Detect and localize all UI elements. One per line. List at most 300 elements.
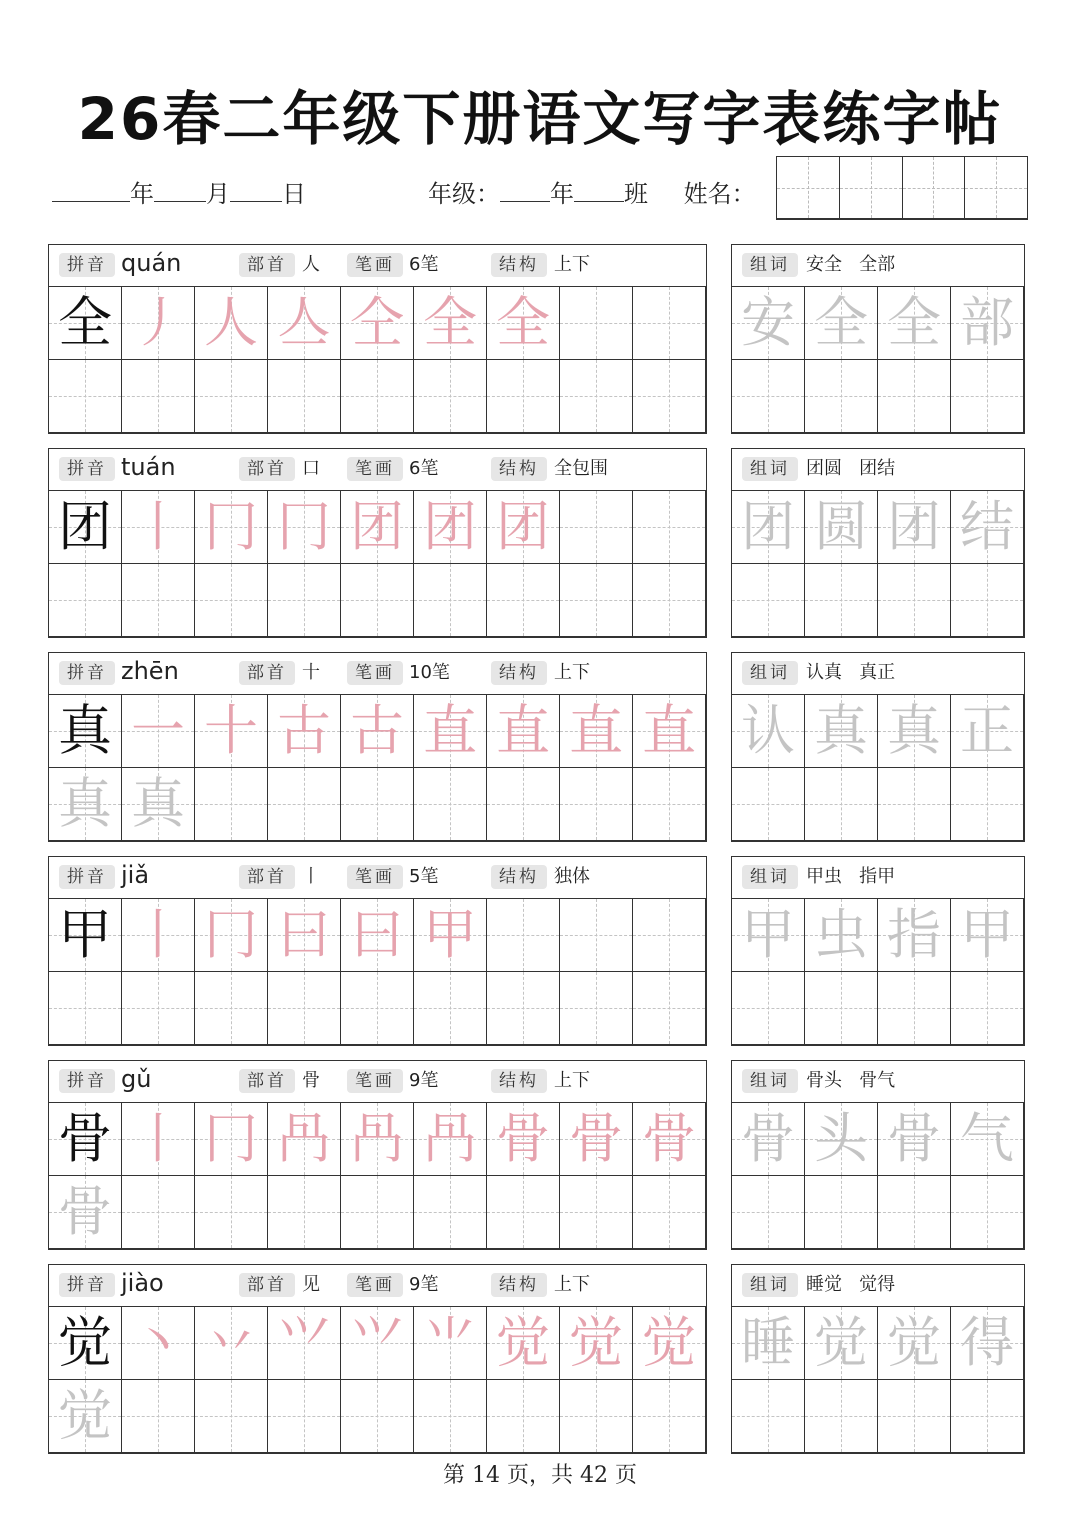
grid-cell[interactable] [560, 564, 633, 637]
grid-cell[interactable] [732, 1380, 805, 1453]
word-char: 真 [814, 699, 868, 762]
grid-cell[interactable] [633, 1103, 706, 1176]
stroke-step: 直 [423, 699, 477, 762]
strokes-label: 笔画 [347, 1069, 403, 1093]
grid-cell[interactable] [560, 287, 633, 360]
stroke-step: 团 [423, 495, 477, 558]
stroke-step: 丶 [131, 1311, 185, 1374]
word-header [732, 653, 1024, 695]
grid-cell[interactable] [560, 491, 633, 564]
stroke-step: 全 [423, 291, 477, 354]
stroke-step: 十 [204, 699, 258, 762]
pinyin-value: gǔ [121, 1065, 152, 1093]
grid-cell[interactable] [878, 1307, 951, 1380]
stroke-step: 直 [569, 699, 623, 762]
structure-label: 结构 [491, 1273, 547, 1297]
stroke-step: 冂 [204, 903, 258, 966]
words-label: 组词 [742, 865, 798, 889]
name-box[interactable] [776, 156, 1028, 220]
stroke-step: 团 [496, 495, 550, 558]
radical-label: 部首 [239, 661, 295, 685]
grid-cell[interactable] [732, 695, 805, 768]
grid-cell[interactable] [951, 695, 1024, 768]
strokes-value: 6笔 [409, 254, 439, 275]
grid-cell[interactable] [195, 564, 268, 637]
grid-cell[interactable] [805, 1380, 878, 1453]
grid-cell[interactable] [341, 360, 414, 433]
word-char: 甲 [960, 903, 1014, 966]
grid-cell[interactable] [49, 972, 122, 1045]
grid-cell[interactable] [805, 768, 878, 841]
word-header [732, 1265, 1024, 1307]
strokes-label: 笔画 [347, 253, 403, 277]
pinyin-value: quán [121, 249, 182, 277]
grid-cell[interactable] [560, 1103, 633, 1176]
words-label: 组词 [742, 1273, 798, 1297]
day-blank[interactable] [230, 181, 282, 202]
grid-cell[interactable] [268, 287, 341, 360]
grade-blank[interactable] [500, 181, 550, 202]
stroke-step: 冎 [277, 1107, 331, 1170]
strokes-label: 笔画 [347, 457, 403, 481]
grid-cell[interactable] [487, 768, 560, 841]
structure-value: 上下 [554, 1274, 590, 1295]
radical-value: 十 [302, 662, 320, 683]
word-char: 头 [814, 1107, 868, 1170]
grid-cell[interactable] [414, 491, 487, 564]
grid-cell[interactable] [195, 1380, 268, 1453]
grid-cell[interactable] [49, 1307, 122, 1380]
grid-cell[interactable] [195, 1176, 268, 1249]
grid-cell[interactable] [414, 695, 487, 768]
grid-cell[interactable] [414, 1307, 487, 1380]
word-char: 真 [887, 699, 941, 762]
grid-cell[interactable] [633, 491, 706, 564]
stroke-step: 冂 [204, 1107, 258, 1170]
word-char: 全 [814, 291, 868, 354]
word-char: 正 [960, 699, 1014, 762]
grid-cell[interactable] [878, 360, 951, 433]
grid-cell[interactable] [49, 360, 122, 433]
practice-grid [49, 899, 706, 1045]
grid-cell[interactable] [633, 287, 706, 360]
grid-cell[interactable] [732, 1307, 805, 1380]
grid-cell[interactable] [878, 1380, 951, 1453]
grid-cell[interactable] [560, 695, 633, 768]
grid-cell[interactable] [122, 1176, 195, 1249]
word-char: 团 [741, 495, 795, 558]
grid-cell[interactable] [195, 287, 268, 360]
stroke-step: ⺍ [277, 1311, 331, 1374]
grid-cell[interactable] [951, 1176, 1024, 1249]
grid-cell[interactable] [878, 287, 951, 360]
grid-cell[interactable] [49, 1103, 122, 1176]
grid-cell[interactable] [49, 768, 122, 841]
grid-cell[interactable] [805, 360, 878, 433]
grid-cell[interactable] [487, 1380, 560, 1453]
grid-cell[interactable] [560, 768, 633, 841]
grid-cell[interactable] [122, 972, 195, 1045]
grid-cell[interactable] [268, 1380, 341, 1453]
trace-char: 觉 [58, 1384, 112, 1447]
grid-cell[interactable] [122, 1103, 195, 1176]
grid-cell[interactable] [487, 695, 560, 768]
grid-cell[interactable] [414, 1176, 487, 1249]
grid-cell[interactable] [122, 1307, 195, 1380]
word-char: 认 [741, 699, 795, 762]
stroke-step: 丨 [131, 903, 185, 966]
word-char: 部 [960, 291, 1014, 354]
grid-cell[interactable] [560, 1176, 633, 1249]
grid-cell[interactable] [633, 564, 706, 637]
grid-cell[interactable] [878, 695, 951, 768]
grid-cell[interactable] [49, 287, 122, 360]
grid-cell[interactable] [49, 899, 122, 972]
grid-cell[interactable] [487, 360, 560, 433]
structure-value: 独体 [554, 866, 590, 887]
char-info-header [49, 245, 706, 287]
grid-cell[interactable] [195, 695, 268, 768]
class-blank[interactable] [574, 181, 624, 202]
grid-cell[interactable] [49, 1176, 122, 1249]
grid-cell[interactable] [414, 360, 487, 433]
grid-cell[interactable] [951, 564, 1024, 637]
grid-cell[interactable] [878, 491, 951, 564]
grid-cell[interactable] [805, 1176, 878, 1249]
grid-cell[interactable] [805, 491, 878, 564]
grid-cell[interactable] [268, 695, 341, 768]
grid-cell[interactable] [487, 972, 560, 1045]
stroke-step: ⺌ [423, 1311, 477, 1374]
grid-cell[interactable] [414, 1103, 487, 1176]
grid-cell[interactable] [268, 1176, 341, 1249]
stroke-step: 骨 [496, 1107, 550, 1170]
grid-cell[interactable] [732, 564, 805, 637]
stroke-step: 直 [642, 699, 696, 762]
grid-cell[interactable] [951, 768, 1024, 841]
pinyin-label: 拼音 [59, 1273, 115, 1297]
grid-cell[interactable] [414, 972, 487, 1045]
pinyin-label: 拼音 [59, 1069, 115, 1093]
pinyin-value: jiào [121, 1269, 164, 1297]
stroke-step: 觉 [569, 1311, 623, 1374]
grid-cell[interactable] [633, 972, 706, 1045]
radical-label: 部首 [239, 253, 295, 277]
structure-label: 结构 [491, 661, 547, 685]
grid-cell[interactable] [341, 972, 414, 1045]
char-info-header [49, 857, 706, 899]
strokes-value: 5笔 [409, 866, 439, 887]
stroke-step: 觉 [642, 1311, 696, 1374]
stroke-step: 冎 [350, 1107, 404, 1170]
stroke-step: 丨 [131, 495, 185, 558]
word-char: 觉 [887, 1311, 941, 1374]
grid-cell[interactable] [951, 1307, 1024, 1380]
words-value: 认真 真正 [806, 662, 896, 683]
grid-cell[interactable] [805, 972, 878, 1045]
pinyin-label: 拼音 [59, 457, 115, 481]
grid-cell[interactable] [122, 287, 195, 360]
grid-cell[interactable] [341, 695, 414, 768]
grid-cell[interactable] [732, 1176, 805, 1249]
grid-cell[interactable] [805, 899, 878, 972]
stroke-step: 骨 [642, 1107, 696, 1170]
grid-cell[interactable] [195, 1307, 268, 1380]
grid-cell[interactable] [268, 360, 341, 433]
practice-grid [49, 1103, 706, 1249]
structure-label: 结构 [491, 865, 547, 889]
model-char: 团 [58, 495, 112, 558]
grid-cell[interactable] [195, 768, 268, 841]
grid-cell[interactable] [805, 564, 878, 637]
grid-cell[interactable] [732, 972, 805, 1045]
word-grid [732, 695, 1024, 841]
pinyin-label: 拼音 [59, 661, 115, 685]
grid-cell[interactable] [633, 899, 706, 972]
words-label: 组词 [742, 457, 798, 481]
word-practice-panel [731, 244, 1025, 434]
word-char: 虫 [814, 903, 868, 966]
stroke-step: 冎 [423, 1107, 477, 1170]
grid-cell[interactable] [878, 899, 951, 972]
grid-cell[interactable] [49, 1380, 122, 1453]
grid-cell[interactable] [487, 491, 560, 564]
grid-cell[interactable] [487, 1307, 560, 1380]
word-header [732, 245, 1024, 287]
grid-cell[interactable] [414, 1380, 487, 1453]
month-label: 月 [206, 180, 230, 208]
grid-cell[interactable] [560, 1307, 633, 1380]
grid-cell[interactable] [195, 1103, 268, 1176]
grid-cell[interactable] [487, 287, 560, 360]
word-char: 睡 [741, 1311, 795, 1374]
grid-cell[interactable] [341, 1307, 414, 1380]
grid-cell[interactable] [49, 695, 122, 768]
word-char: 骨 [887, 1107, 941, 1170]
grid-cell[interactable] [560, 1380, 633, 1453]
words-label: 组词 [742, 661, 798, 685]
grid-cell[interactable] [878, 1103, 951, 1176]
grid-cell[interactable] [732, 287, 805, 360]
grid-cell[interactable] [122, 899, 195, 972]
grid-cell[interactable] [122, 1380, 195, 1453]
grade-label: 年级： [428, 180, 500, 208]
grid-cell[interactable] [732, 360, 805, 433]
grid-cell[interactable] [878, 1176, 951, 1249]
practice-grid [49, 1307, 706, 1453]
grid-cell[interactable] [487, 564, 560, 637]
grid-cell[interactable] [341, 564, 414, 637]
grid-cell[interactable] [878, 564, 951, 637]
pinyin-value: jiǎ [121, 861, 150, 889]
word-grid [732, 1307, 1024, 1453]
grid-cell[interactable] [487, 899, 560, 972]
stroke-step: 骨 [569, 1107, 623, 1170]
radical-value: 骨 [302, 1070, 320, 1091]
grid-cell[interactable] [341, 1380, 414, 1453]
word-practice-panel [731, 1264, 1025, 1454]
grid-cell[interactable] [341, 491, 414, 564]
grid-cell[interactable] [805, 1103, 878, 1176]
grid-cell[interactable] [122, 768, 195, 841]
stroke-step: 直 [496, 699, 550, 762]
radical-value: 人 [302, 254, 320, 275]
grid-cell[interactable] [805, 1307, 878, 1380]
model-char: 甲 [58, 903, 112, 966]
structure-label: 结构 [491, 457, 547, 481]
grid-cell[interactable] [487, 1176, 560, 1249]
grid-cell[interactable] [341, 768, 414, 841]
grade-year-label: 年 [550, 180, 574, 208]
words-value: 团圆 团结 [806, 458, 896, 479]
pinyin-label: 拼音 [59, 865, 115, 889]
stroke-step: 人 [204, 291, 258, 354]
grid-cell[interactable] [195, 360, 268, 433]
strokes-label: 笔画 [347, 1273, 403, 1297]
strokes-label: 笔画 [347, 865, 403, 889]
grid-cell[interactable] [341, 287, 414, 360]
char-info-header [49, 1265, 706, 1307]
grid-cell[interactable] [951, 972, 1024, 1045]
grid-cell[interactable] [487, 1103, 560, 1176]
pinyin-label: 拼音 [59, 253, 115, 277]
word-practice-panel [731, 448, 1025, 638]
word-header [732, 1061, 1024, 1103]
grid-cell[interactable] [414, 287, 487, 360]
char-practice-panel [48, 856, 707, 1046]
word-char: 得 [960, 1311, 1014, 1374]
name-label: 姓名： [683, 180, 756, 208]
grid-cell[interactable] [633, 360, 706, 433]
year-label: 年 [130, 180, 154, 208]
grid-cell[interactable] [268, 972, 341, 1045]
radical-value: 见 [302, 1274, 320, 1295]
char-practice-panel [48, 652, 707, 842]
char-practice-panel [48, 1264, 707, 1454]
grid-cell[interactable] [268, 899, 341, 972]
char-info-header [49, 1061, 706, 1103]
grid-cell[interactable] [633, 1176, 706, 1249]
grid-cell[interactable] [951, 287, 1024, 360]
grid-cell[interactable] [732, 768, 805, 841]
grid-cell[interactable] [414, 768, 487, 841]
strokes-value: 6笔 [409, 458, 439, 479]
char-practice-panel [48, 448, 707, 638]
grid-cell[interactable] [49, 491, 122, 564]
word-char: 指 [887, 903, 941, 966]
grid-cell[interactable] [878, 768, 951, 841]
day-label: 日 [282, 180, 306, 208]
grid-cell[interactable] [122, 564, 195, 637]
word-char: 圆 [814, 495, 868, 558]
structure-value: 全包围 [554, 458, 608, 479]
year-blank[interactable] [52, 181, 130, 202]
radical-label: 部首 [239, 1273, 295, 1297]
stroke-step: 觉 [496, 1311, 550, 1374]
grid-cell[interactable] [951, 360, 1024, 433]
grid-cell[interactable] [341, 1103, 414, 1176]
grid-cell[interactable] [633, 768, 706, 841]
grid-cell[interactable] [560, 899, 633, 972]
grid-cell[interactable] [341, 899, 414, 972]
grid-cell[interactable] [195, 899, 268, 972]
grid-cell[interactable] [268, 1103, 341, 1176]
grid-cell[interactable] [633, 695, 706, 768]
practice-grid [49, 491, 706, 637]
grid-cell[interactable] [122, 695, 195, 768]
grid-cell[interactable] [122, 491, 195, 564]
grid-cell[interactable] [633, 1307, 706, 1380]
stroke-step: 古 [277, 699, 331, 762]
page-footer: 第 14 页，共 42 页 [443, 1463, 637, 1488]
words-value: 甲虫 指甲 [806, 866, 896, 887]
practice-grid [49, 695, 706, 841]
structure-value: 上下 [554, 662, 590, 683]
word-char: 气 [960, 1107, 1014, 1170]
grid-cell[interactable] [268, 564, 341, 637]
model-char: 觉 [58, 1311, 112, 1374]
grid-cell[interactable] [951, 1380, 1024, 1453]
words-value: 睡觉 觉得 [806, 1274, 896, 1295]
pinyin-value: zhēn [121, 657, 179, 685]
word-char: 安 [741, 291, 795, 354]
stroke-step: 全 [496, 291, 550, 354]
grid-cell[interactable] [951, 899, 1024, 972]
words-value: 骨头 骨气 [806, 1070, 896, 1091]
word-char: 团 [887, 495, 941, 558]
grid-cell[interactable] [951, 1103, 1024, 1176]
grid-cell[interactable] [414, 899, 487, 972]
grid-cell[interactable] [122, 360, 195, 433]
strokes-value: 9笔 [409, 1070, 439, 1091]
word-grid [732, 899, 1024, 1045]
grid-cell[interactable] [560, 972, 633, 1045]
grid-cell[interactable] [732, 1103, 805, 1176]
date-line [52, 174, 306, 209]
grid-cell[interactable] [633, 1380, 706, 1453]
grid-cell[interactable] [951, 491, 1024, 564]
model-char: 骨 [58, 1107, 112, 1170]
word-char: 结 [960, 495, 1014, 558]
class-label: 班 [624, 180, 648, 208]
char-info-header [49, 449, 706, 491]
words-label: 组词 [742, 1069, 798, 1093]
grid-cell[interactable] [195, 972, 268, 1045]
grid-cell[interactable] [805, 695, 878, 768]
grid-cell[interactable] [878, 972, 951, 1045]
stroke-step: 冂 [204, 495, 258, 558]
grid-cell[interactable] [49, 564, 122, 637]
month-blank[interactable] [154, 181, 206, 202]
grid-cell[interactable] [732, 491, 805, 564]
grid-cell[interactable] [341, 1176, 414, 1249]
grade-line [428, 174, 756, 209]
word-grid [732, 1103, 1024, 1249]
grid-cell[interactable] [732, 899, 805, 972]
grid-cell[interactable] [268, 1307, 341, 1380]
stroke-step: ⺍ [350, 1311, 404, 1374]
grid-cell[interactable] [414, 564, 487, 637]
stroke-step: 曰 [277, 903, 331, 966]
grid-cell[interactable] [195, 491, 268, 564]
grid-cell[interactable] [268, 768, 341, 841]
grid-cell[interactable] [268, 491, 341, 564]
grid-cell[interactable] [560, 360, 633, 433]
word-practice-panel [731, 652, 1025, 842]
word-char: 觉 [814, 1311, 868, 1374]
strokes-value: 9笔 [409, 1274, 439, 1295]
grid-cell[interactable] [805, 287, 878, 360]
